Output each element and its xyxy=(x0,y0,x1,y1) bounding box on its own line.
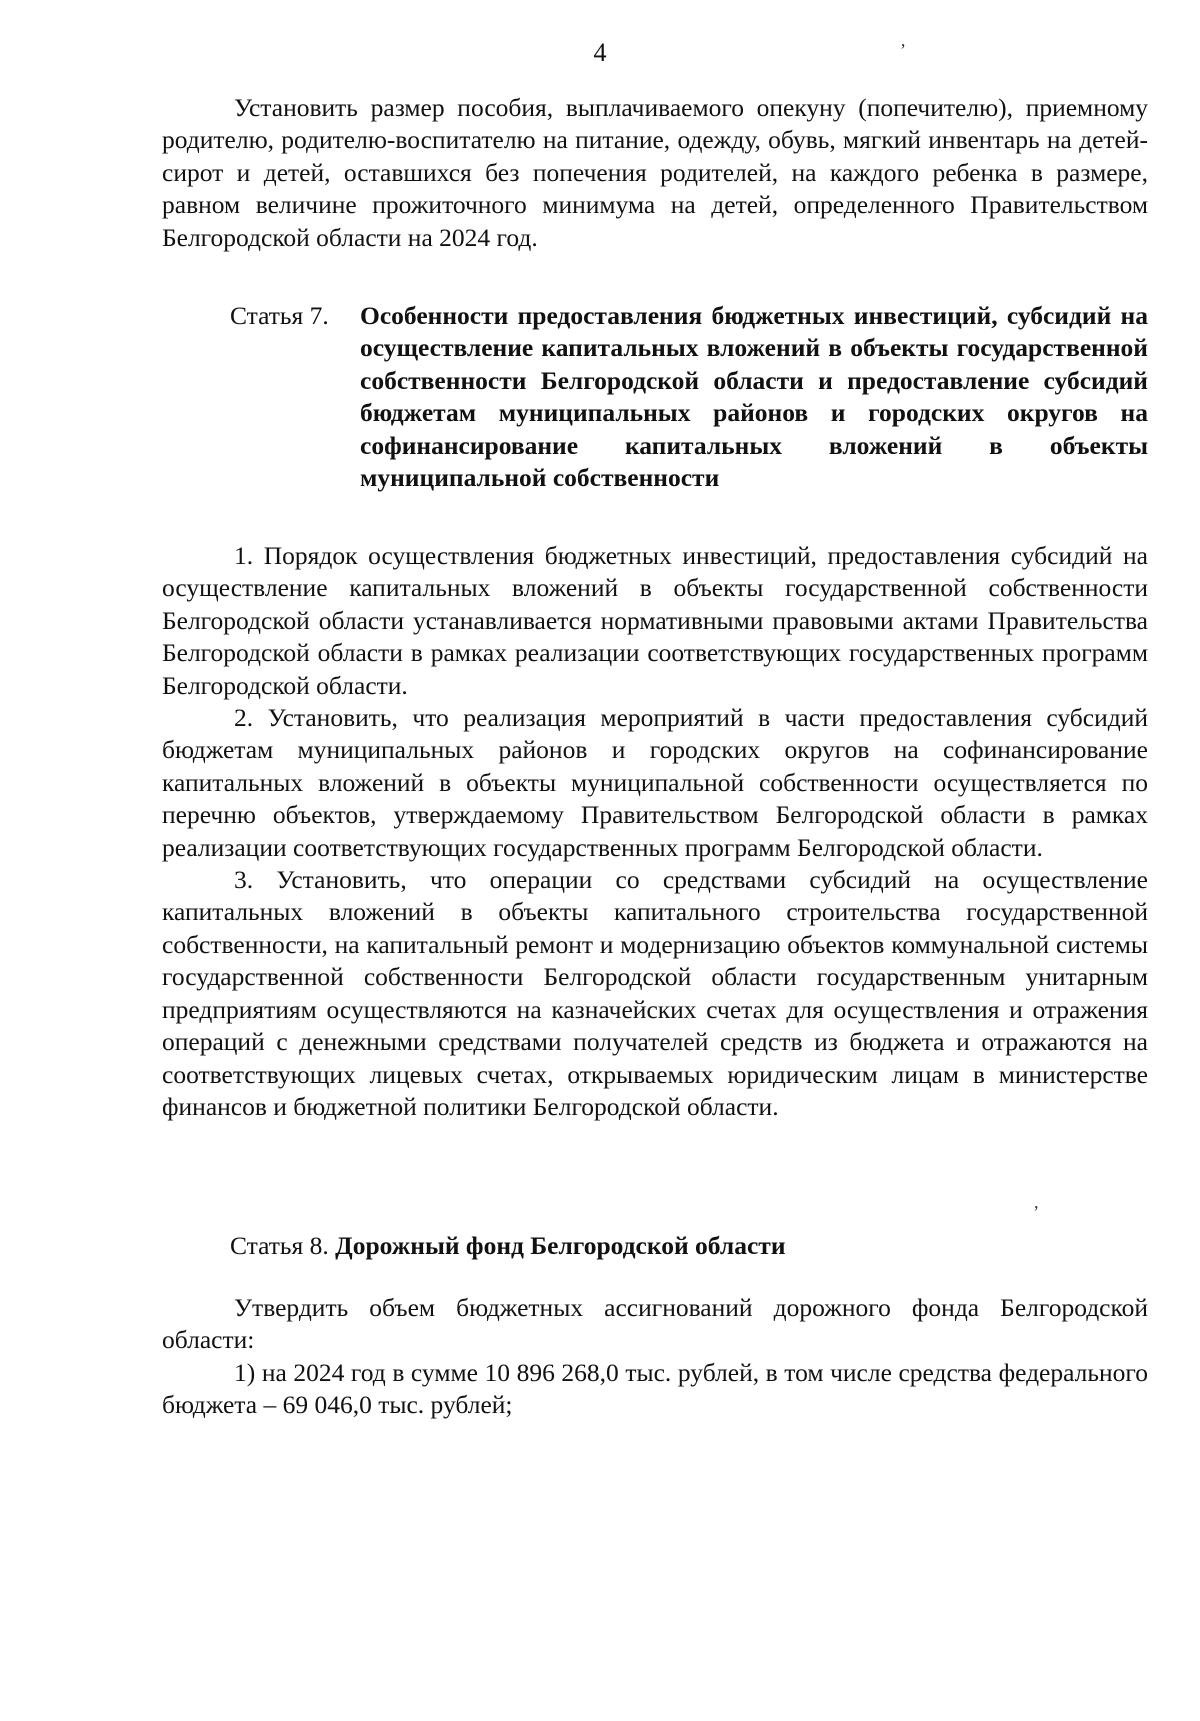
scan-speck: ʼ xyxy=(900,40,906,60)
article-8-title: Дорожный фонд Белгородской области xyxy=(335,1231,786,1260)
article-7-body xyxy=(162,540,1148,1123)
page-number: 4 xyxy=(593,38,607,67)
article-8-item-1: 1) на 2024 год в сумме 10 896 268,0 тыс. рублей, в том числе средства федерального бюджета – 69 046,0 тыс. рублей; xyxy=(162,1357,1148,1420)
article-7-item-3: 3. Установить, что операции со средствами субсидий на осуществление капитальных вложений в объекты капитального строительства государственной собственности, на капитальный ремонт и модернизацию объектов коммунальной системы государственной собственности Белгородской области государственным унитарным предприятиям осуществляются на казначейских счетах для осуществления и отражения операций с денежными средствами получателей средств из бюджета и отражаются на соответствующих лицевых счетах, открываемых юридическим лицам в министерстве финансов и бюджетной политики Белгородской области. xyxy=(162,865,1148,1121)
article-8-heading xyxy=(230,1230,1148,1262)
article-8-lead: Утвердить объем бюджетных ассигнований дорожного фонда Белгородской области: xyxy=(162,1293,1148,1355)
article-7-item-1: 1. Порядок осуществления бюджетных инвестиций, предоставления субсидий на осуществление капитальных вложений в объекты государственной собственности Белгородской области устанавливается нормативными правовыми актами Правительства Белгородской области в рамках реализации соответствующих государственных программ Белгородской области. xyxy=(162,541,1148,700)
article-7-heading xyxy=(230,300,1148,494)
intro-paragraph: Установить размер пособия, выплачиваемого опекуну (попечителю), приемному родителю, родителю-воспитателю на питание, одежду, обувь, мягкий инвентарь на детей-сирот и детей, оставшихся без попечения родителей, на каждого ребенка в размере, равном величине прожиточного минимума на детей, определенного Правительством Белгородской области на 2024 год. xyxy=(162,93,1148,252)
article-7-title: Особенности предоставления бюджетных инвестиций, субсидий на осуществление капитальных вложений в объекты государственной собственности Белгородской области и предоставление субсидий бюджетам муниципальных районов и городских округов на софинансирование капитальных вложений в объекты муниципальной собственности xyxy=(360,301,1148,493)
scan-speck: , xyxy=(1034,1192,1039,1212)
article-7-item-2: 2. Установить, что реализация мероприятий в части предоставления субсидий бюджетам муниципальных районов и городских округов на софинансирование капитальных вложений в объекты муниципальной собственности осуществляется по перечню объектов, утверждаемому Правительством Белгородской области в рамках реализации соответствующих государственных программ Белгородской области. xyxy=(162,703,1148,862)
article-8-body xyxy=(162,1292,1148,1422)
intro-paragraph-block xyxy=(162,92,1148,254)
article-7-number: Статья 7. xyxy=(230,301,329,330)
article-8-number: Статья 8. xyxy=(230,1231,329,1260)
